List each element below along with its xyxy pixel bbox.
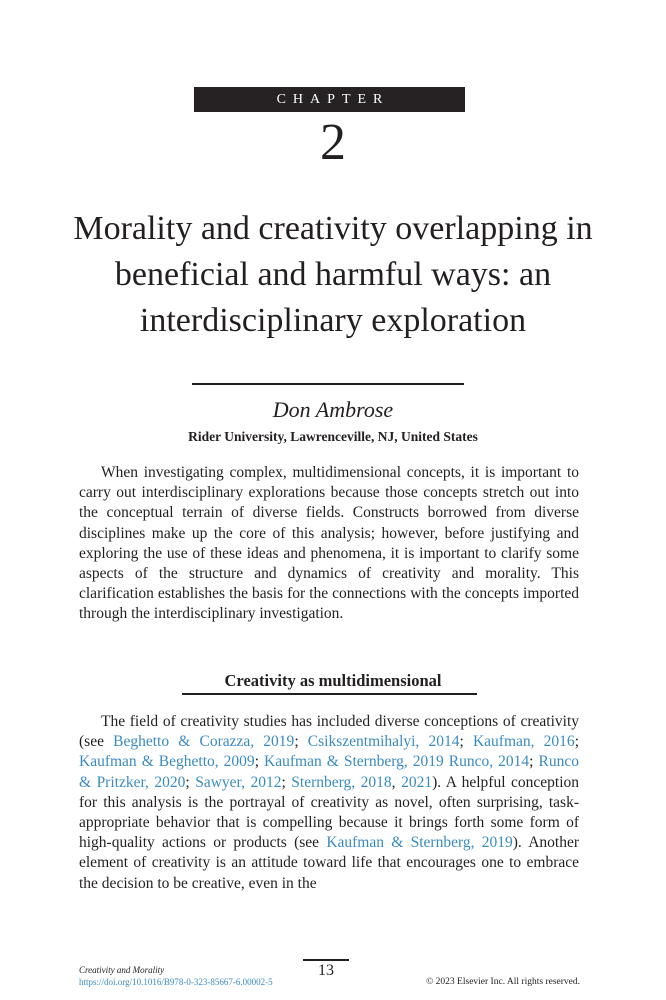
abstract-paragraph: When investigating complex, multidimensional concepts, it is important to carry out interdisciplinary explorations because those concepts stretch out into the conceptual terrain of diverse fields. Constructs borrowed from diverse disciplines make up the core of this analysis; however, before justifying and exploring the use of these ideas and phenomena, it is important to clarify some aspects of the structure and dynamics of creativity and morality. This clarification establishes the basis for the connections with the concepts imported through the interdisciplinary investigation. (79, 464, 579, 623)
separator: ; (254, 753, 265, 771)
body-text: ). Another element of creativity is an attitude toward life that encourages one to embrace the decision to be creative, even in the (79, 834, 579, 892)
separator: , (391, 773, 402, 791)
doi-link[interactable]: https://doi.org/10.1016/B978-0-323-85667-6.00002-5 (79, 977, 273, 987)
body-text: ). A helpful conception for this analysis is the portrayal of creativity as novel, often surprising, task-appropriate behavior that is compelling because it brings forth some form of high-quality actions or products (see (79, 773, 580, 852)
separator: ; (185, 773, 196, 791)
author-name: Don Ambrose (272, 397, 394, 422)
citation-link[interactable]: Sternberg, 2018 (291, 773, 392, 791)
citation-link[interactable]: Runco & Pritzker, 2020 (79, 753, 579, 791)
title-divider (192, 383, 464, 385)
chapter-number: 2 (320, 114, 346, 171)
citation-link[interactable]: Kaufman & Sternberg, 2019 (326, 834, 513, 852)
body-paragraph (79, 712, 579, 894)
separator: ; (281, 773, 292, 791)
section-divider (182, 693, 477, 695)
separator: ; (529, 753, 539, 771)
citation-link[interactable]: 2021 (401, 773, 433, 791)
author-affiliation: Rider University, Lawrenceville, NJ, United States (188, 429, 478, 444)
chapter-title: Morality and creativity overlapping in beneficial and harmful ways: an interdisciplinary exploration (73, 210, 593, 339)
chapter-label-bar (194, 87, 465, 112)
chapter-label: CHAPTER (276, 91, 390, 107)
separator: ; (459, 733, 473, 751)
citation-link[interactable]: Kaufman & Sternberg, 2019 Runco, 2014 (264, 753, 530, 771)
body-text: The field of creativity studies has included diverse conceptions of creativity (see (79, 713, 579, 751)
copyright-notice: © 2023 Elsevier Inc. All rights reserved. (426, 977, 580, 987)
separator: ; (294, 733, 308, 751)
page-number: 13 (318, 962, 334, 979)
citation-link[interactable]: Kaufman, 2016 (472, 733, 575, 751)
book-title: Creativity and Morality (79, 965, 165, 975)
citation-link[interactable]: Beghetto & Corazza, 2019 (113, 733, 295, 751)
section-heading: Creativity as multidimensional (224, 671, 442, 690)
citation-link[interactable]: Kaufman & Beghetto, 2009 (79, 753, 255, 771)
footer-source (79, 964, 273, 988)
separator: ; (574, 733, 579, 751)
citation-link[interactable]: Sawyer, 2012 (195, 773, 282, 791)
citation-link[interactable]: Csikszentmihalyi, 2014 (307, 733, 460, 751)
